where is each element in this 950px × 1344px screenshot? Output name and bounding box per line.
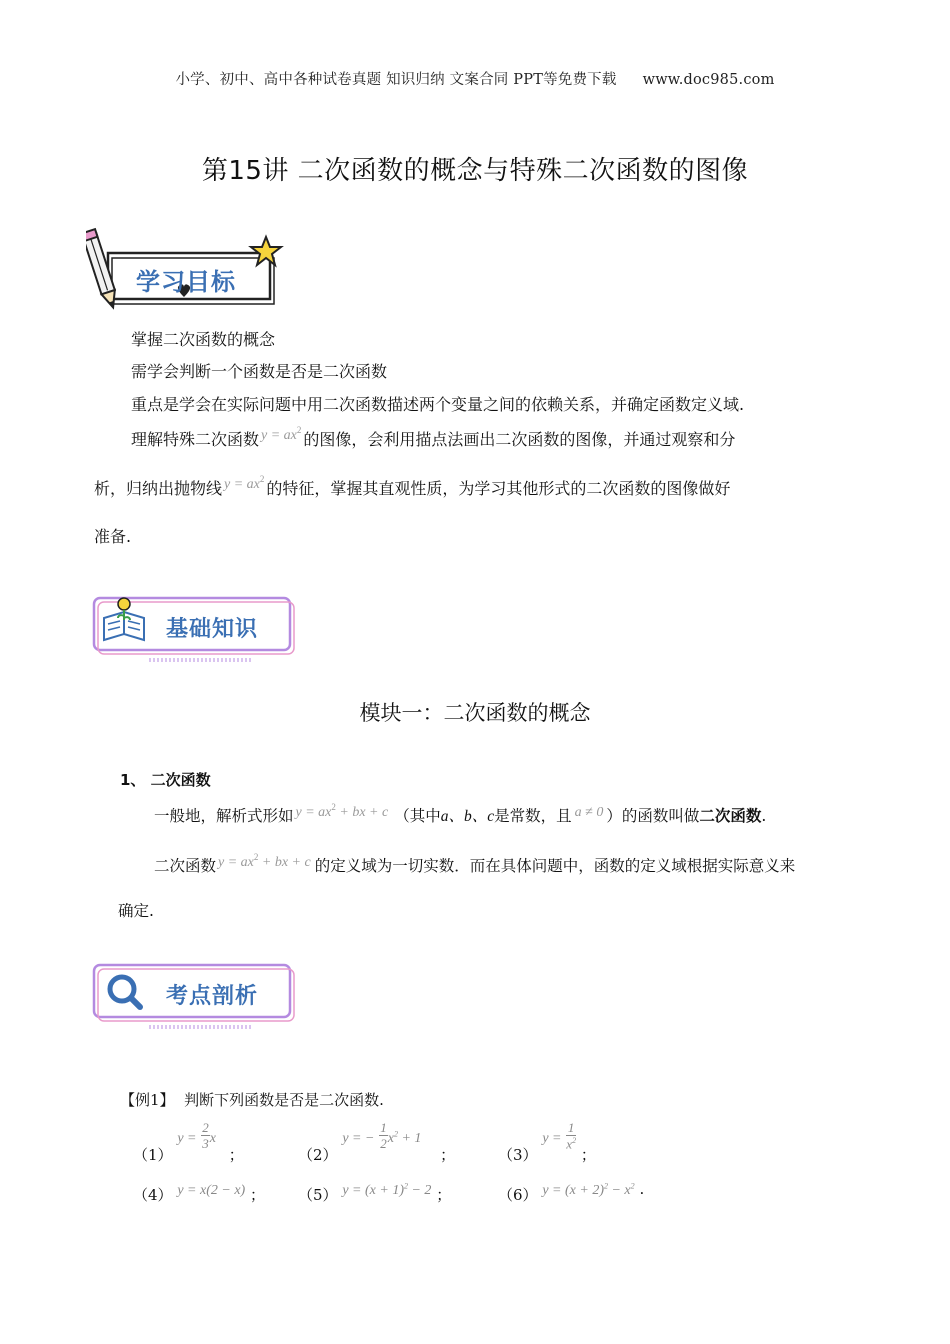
example-item-2: （2） y = − $\frac{1}{2}$ $x^2 + 1$ ； bbox=[298, 1120, 456, 1164]
learning-goals-badge bbox=[86, 225, 286, 315]
definition-line: 一般地，解析式形如 $y = ax^2$ + bx + c （其中a、b、c是常数，且 a ≠ 0 ）的函数叫做二次函数. bbox=[154, 802, 767, 825]
objective-1: 掌握二次函数的概念 bbox=[131, 330, 276, 349]
example-item-6: （6） $y = (x + 2)^2 - x^2$ . bbox=[498, 1180, 645, 1204]
formula-y-ax2-parabola: $y = ax^2$ bbox=[224, 474, 265, 492]
module-title: 模块一：二次函数的概念 bbox=[359, 701, 591, 725]
page-title: 第15讲 二次函数的概念与特殊二次函数的图像 bbox=[201, 156, 749, 186]
objective-4-text-d: 的特征，掌握其直观性质，为学习其他形式的二次函数的图像做好 bbox=[266, 479, 731, 498]
badge-label: 学习目标 bbox=[136, 268, 236, 296]
example-heading: 【例1】 判断下列函数是否是二次函数. bbox=[120, 1091, 384, 1109]
badge-label: 基础知识 bbox=[166, 617, 259, 642]
exam-analysis-badge bbox=[90, 961, 300, 1031]
example-item-3: （3） y = $\frac{1}{x^2}$ ； bbox=[498, 1120, 596, 1164]
objective-4-line2 bbox=[94, 474, 731, 498]
example-item-1: （1） y = $\frac{2}{3}$ x ； bbox=[133, 1120, 244, 1164]
objective-4-text-b: 的图像，会利用描点法画出二次函数的图像，并通过观察和分 bbox=[303, 430, 736, 449]
top-banner bbox=[0, 68, 950, 89]
objective-4-line1 bbox=[131, 425, 736, 449]
domain-line-2: 确定. bbox=[118, 902, 154, 920]
formula-y-ax2: $y = ax^2$ bbox=[261, 425, 302, 443]
objective-4-line3: 准备. bbox=[94, 527, 132, 546]
banner-text: 小学、初中、高中各种试卷真题 知识归纳 文案合同 PPT等免费下载 bbox=[175, 72, 617, 88]
objective-3: 重点是学会在实际问题中用二次函数描述两个变量之间的依赖关系，并确定函数定义域. bbox=[131, 395, 745, 414]
objective-4-text-c: 析，归纳出抛物线 bbox=[94, 479, 223, 498]
domain-line: 二次函数 $y = ax^2$ + bx + c 的定义域为一切实数．而在具体问题中，函数的定义域根据实际意义来 bbox=[154, 852, 796, 875]
objective-2: 需学会判断一个函数是否是二次函数 bbox=[131, 362, 388, 381]
item-heading: 1、 二次函数 bbox=[120, 771, 211, 789]
formula-a-neq-0: a ≠ 0 bbox=[574, 805, 604, 820]
example-item-5: （5） $y = (x + 1)^2 - 2$ ； bbox=[298, 1181, 452, 1204]
badge-label: 考点剖析 bbox=[166, 984, 259, 1009]
site-link[interactable]: www.doc985.com bbox=[642, 72, 775, 88]
basic-knowledge-badge bbox=[90, 594, 300, 664]
example-item-4: （4） y = x(2 − x) ； bbox=[133, 1183, 265, 1204]
objective-4-text-a: 理解特殊二次函数 bbox=[131, 430, 260, 449]
formula-general-quadratic: $y = ax^2$ + bx + c bbox=[295, 802, 389, 820]
formula-general-quadratic-2: $y = ax^2$ + bx + c bbox=[218, 852, 311, 870]
